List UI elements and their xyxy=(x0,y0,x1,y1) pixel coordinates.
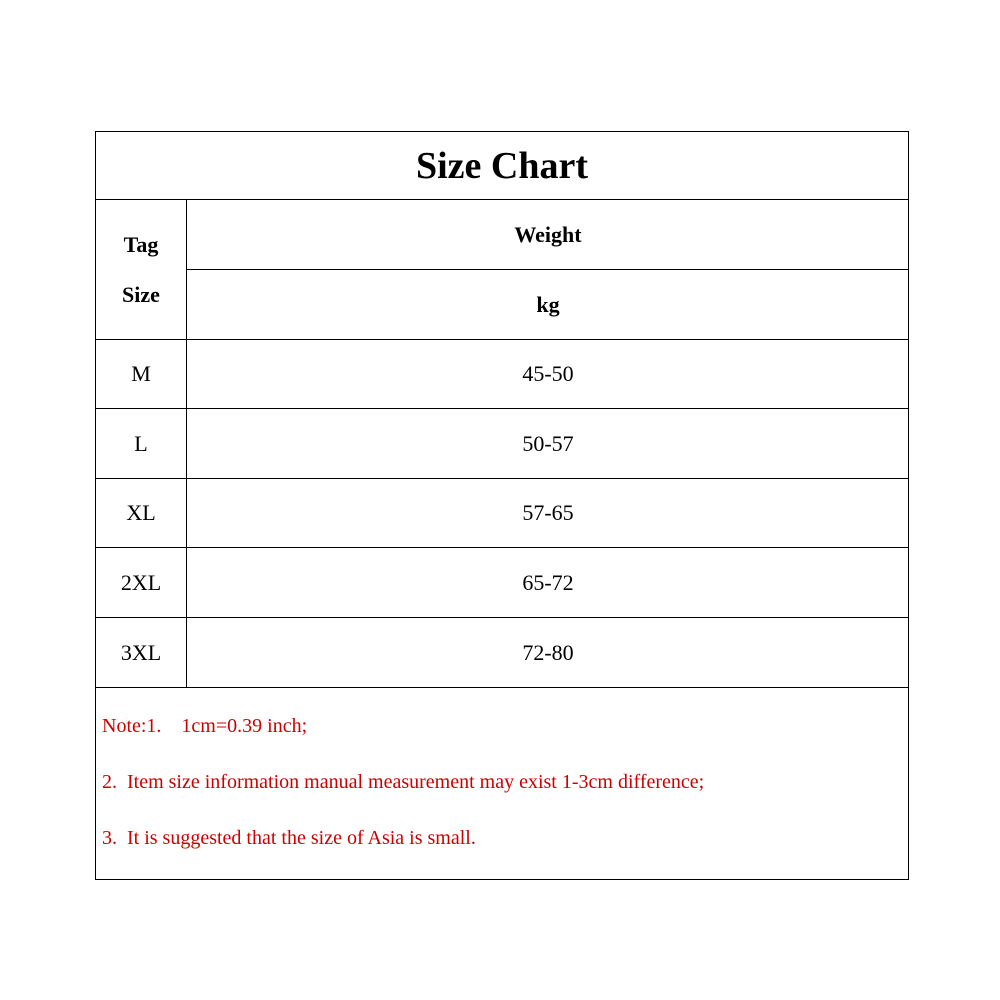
weight-cell: 50-57 xyxy=(522,430,574,456)
size-cell: L xyxy=(134,430,148,456)
page-title: Size Chart xyxy=(415,144,589,187)
note-line-1: Note:1. 1cm=0.39 inch; xyxy=(102,715,308,737)
tag-size-header xyxy=(96,200,186,339)
size-cell: 2XL xyxy=(120,569,162,595)
size-cell: M xyxy=(131,361,151,386)
unit-header: kg xyxy=(536,291,560,317)
divider xyxy=(95,687,909,688)
weight-cell: 65-72 xyxy=(522,569,574,595)
tag-size-header-line2: Size xyxy=(122,281,160,307)
tag-size-header-line1: Tag xyxy=(123,231,159,257)
weight-cell: 72-80 xyxy=(522,639,574,665)
size-cell: XL xyxy=(126,500,156,525)
weight-cell: 45-50 xyxy=(522,361,574,386)
weight-header: Weight xyxy=(514,221,582,247)
size-cell: 3XL xyxy=(120,639,162,665)
weight-cell: 57-65 xyxy=(522,500,574,525)
note-line-3: 3. It is suggested that the size of Asia is small. xyxy=(102,827,476,849)
note-line-2: 2. Item size information manual measurement may exist 1-3cm difference; xyxy=(102,771,705,793)
